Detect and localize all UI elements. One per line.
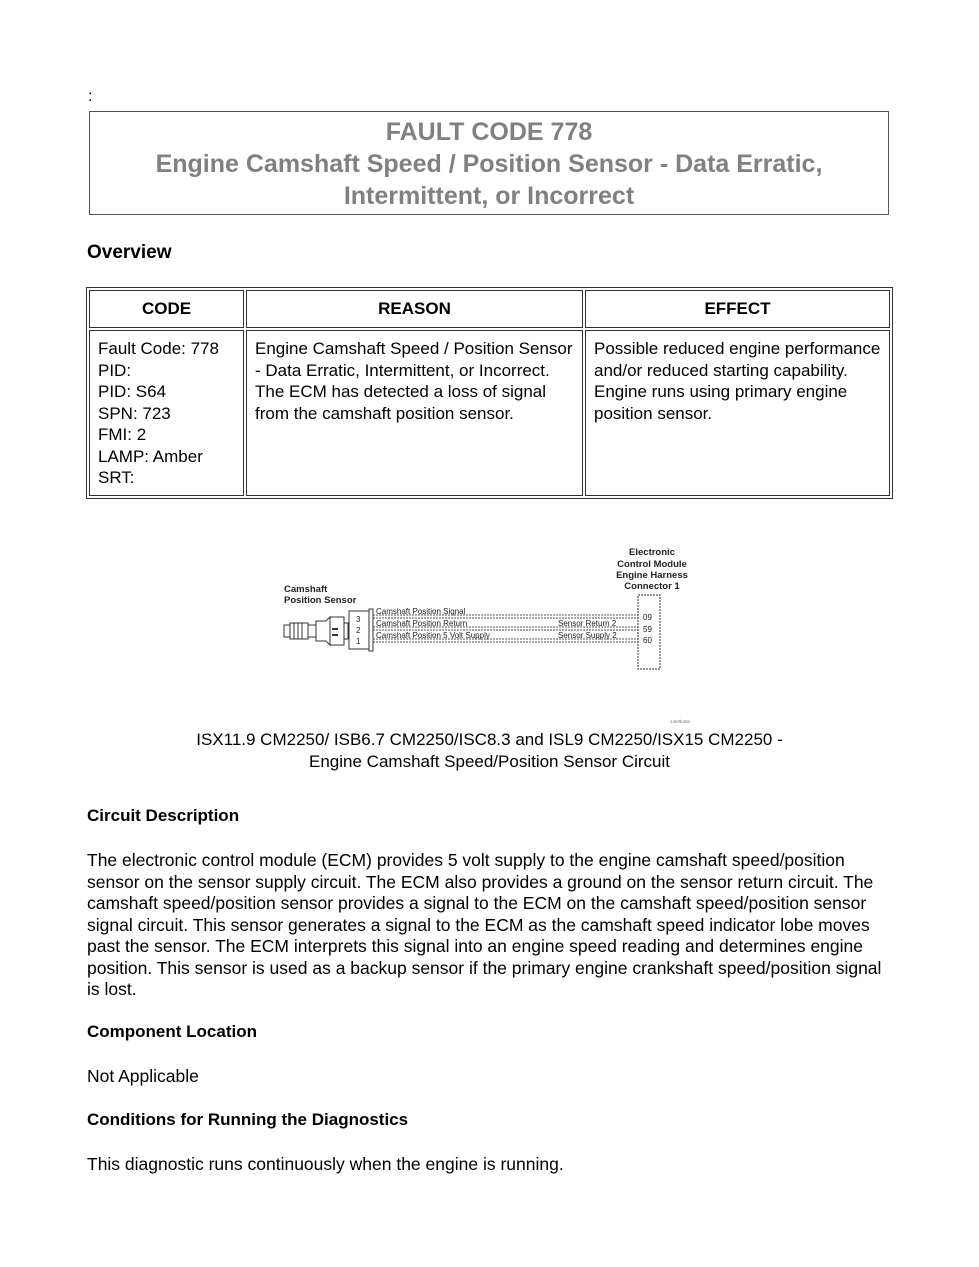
code-line: PID: — [98, 360, 132, 380]
code-line: LAMP: Amber — [98, 446, 203, 466]
component-body: Not Applicable — [87, 1066, 199, 1086]
sensor-pin: 1 — [356, 637, 361, 646]
ecm-pin: 09 — [643, 613, 652, 622]
component-heading: Component Location — [87, 1022, 257, 1041]
ecm-label-4: Connector 1 — [624, 581, 680, 592]
sensor-icon — [284, 617, 348, 645]
code-line: Fault Code: 778 — [98, 339, 219, 358]
sensor-label-1: Camshaft — [284, 584, 328, 595]
page-marker: : — [88, 88, 93, 105]
code-line: SPN: 723 — [98, 403, 171, 423]
conditions-heading: Conditions for Running the Diagnostics — [87, 1110, 409, 1129]
code-line: FMI: 2 — [98, 425, 147, 444]
circuit-heading: Circuit Description — [87, 806, 240, 825]
reason-cell: Engine Camshaft Speed / Position Sensor - Data Erratic, Intermittent, or Incorrect. The ECM has detected a loss of signal from the camshaft position sensor. — [246, 330, 583, 496]
figure-ref-id: 14e0b40e — [670, 719, 691, 724]
ecm-pin: 59 — [643, 625, 652, 634]
ecm-wire-label: Sensor Return 2 — [558, 619, 617, 628]
header-effect: EFFECT — [585, 290, 890, 328]
conditions-body: This diagnostic runs continuously when the engine is running. — [87, 1154, 564, 1174]
figure-caption — [0, 729, 979, 773]
sensor-label-2: Position Sensor — [284, 595, 357, 606]
wire-label: Camshaft Position Signal — [376, 607, 466, 616]
page-title: FAULT CODE 778 — [385, 118, 593, 146]
ecm-label-3: Engine Harness — [616, 570, 688, 581]
ecm-pin: 60 — [643, 636, 652, 645]
caption-line: Engine Camshaft Speed/Position Sensor Circuit — [309, 752, 670, 771]
header-reason: REASON — [246, 290, 583, 328]
sensor-connector — [349, 609, 373, 651]
circuit-body: The electronic control module (ECM) provides 5 volt supply to the engine camshaft speed/position sensor on the sensor supply circuit. The ECM also provides a ground on the sensor return circuit. The camshaft speed/position sensor provides a signal to the ECM on the camshaft speed/position sensor signal circuit. This sensor generates a signal to the ECM as the camshaft speed indicator lobe moves past the sensor. The ECM interprets this signal into an engine speed reading and determines engine position. This sensor is used as a backup sensor if the primary engine crankshaft speed/position signal is lost. — [87, 850, 882, 999]
ecm-label-1: Electronic — [629, 547, 675, 558]
ecm-wire-label: Sensor Supply 2 — [558, 631, 617, 640]
code-line: PID: S64 — [98, 382, 167, 401]
header-code: CODE — [89, 290, 244, 328]
table-header-row — [89, 290, 890, 328]
caption-line: ISX11.9 CM2250/ ISB6.7 CM2250/ISC8.3 and ISL9 CM2250/ISX15 CM2250 - — [196, 730, 783, 749]
sensor-pin: 2 — [356, 626, 361, 635]
page-subtitle: Engine Camshaft Speed / Position Sensor - Data Erratic, Intermittent, or Incorrect — [155, 150, 823, 210]
ecm-label-2: Control Module — [617, 559, 687, 570]
title-box — [89, 111, 889, 215]
wire-label: Camshaft Position Return — [376, 619, 468, 628]
circuit-diagram — [282, 545, 702, 725]
table-row — [89, 330, 890, 496]
code-cell — [89, 330, 244, 496]
overview-heading: Overview — [87, 242, 172, 263]
effect-cell: Possible reduced engine performance and/or reduced starting capability. Engine runs using primary engine position sensor. — [585, 330, 890, 496]
code-line: SRT: — [98, 468, 135, 487]
overview-table — [86, 287, 893, 499]
sensor-pin: 3 — [356, 615, 361, 624]
wire-label: Camshaft Position 5 Volt Supply — [376, 631, 490, 640]
